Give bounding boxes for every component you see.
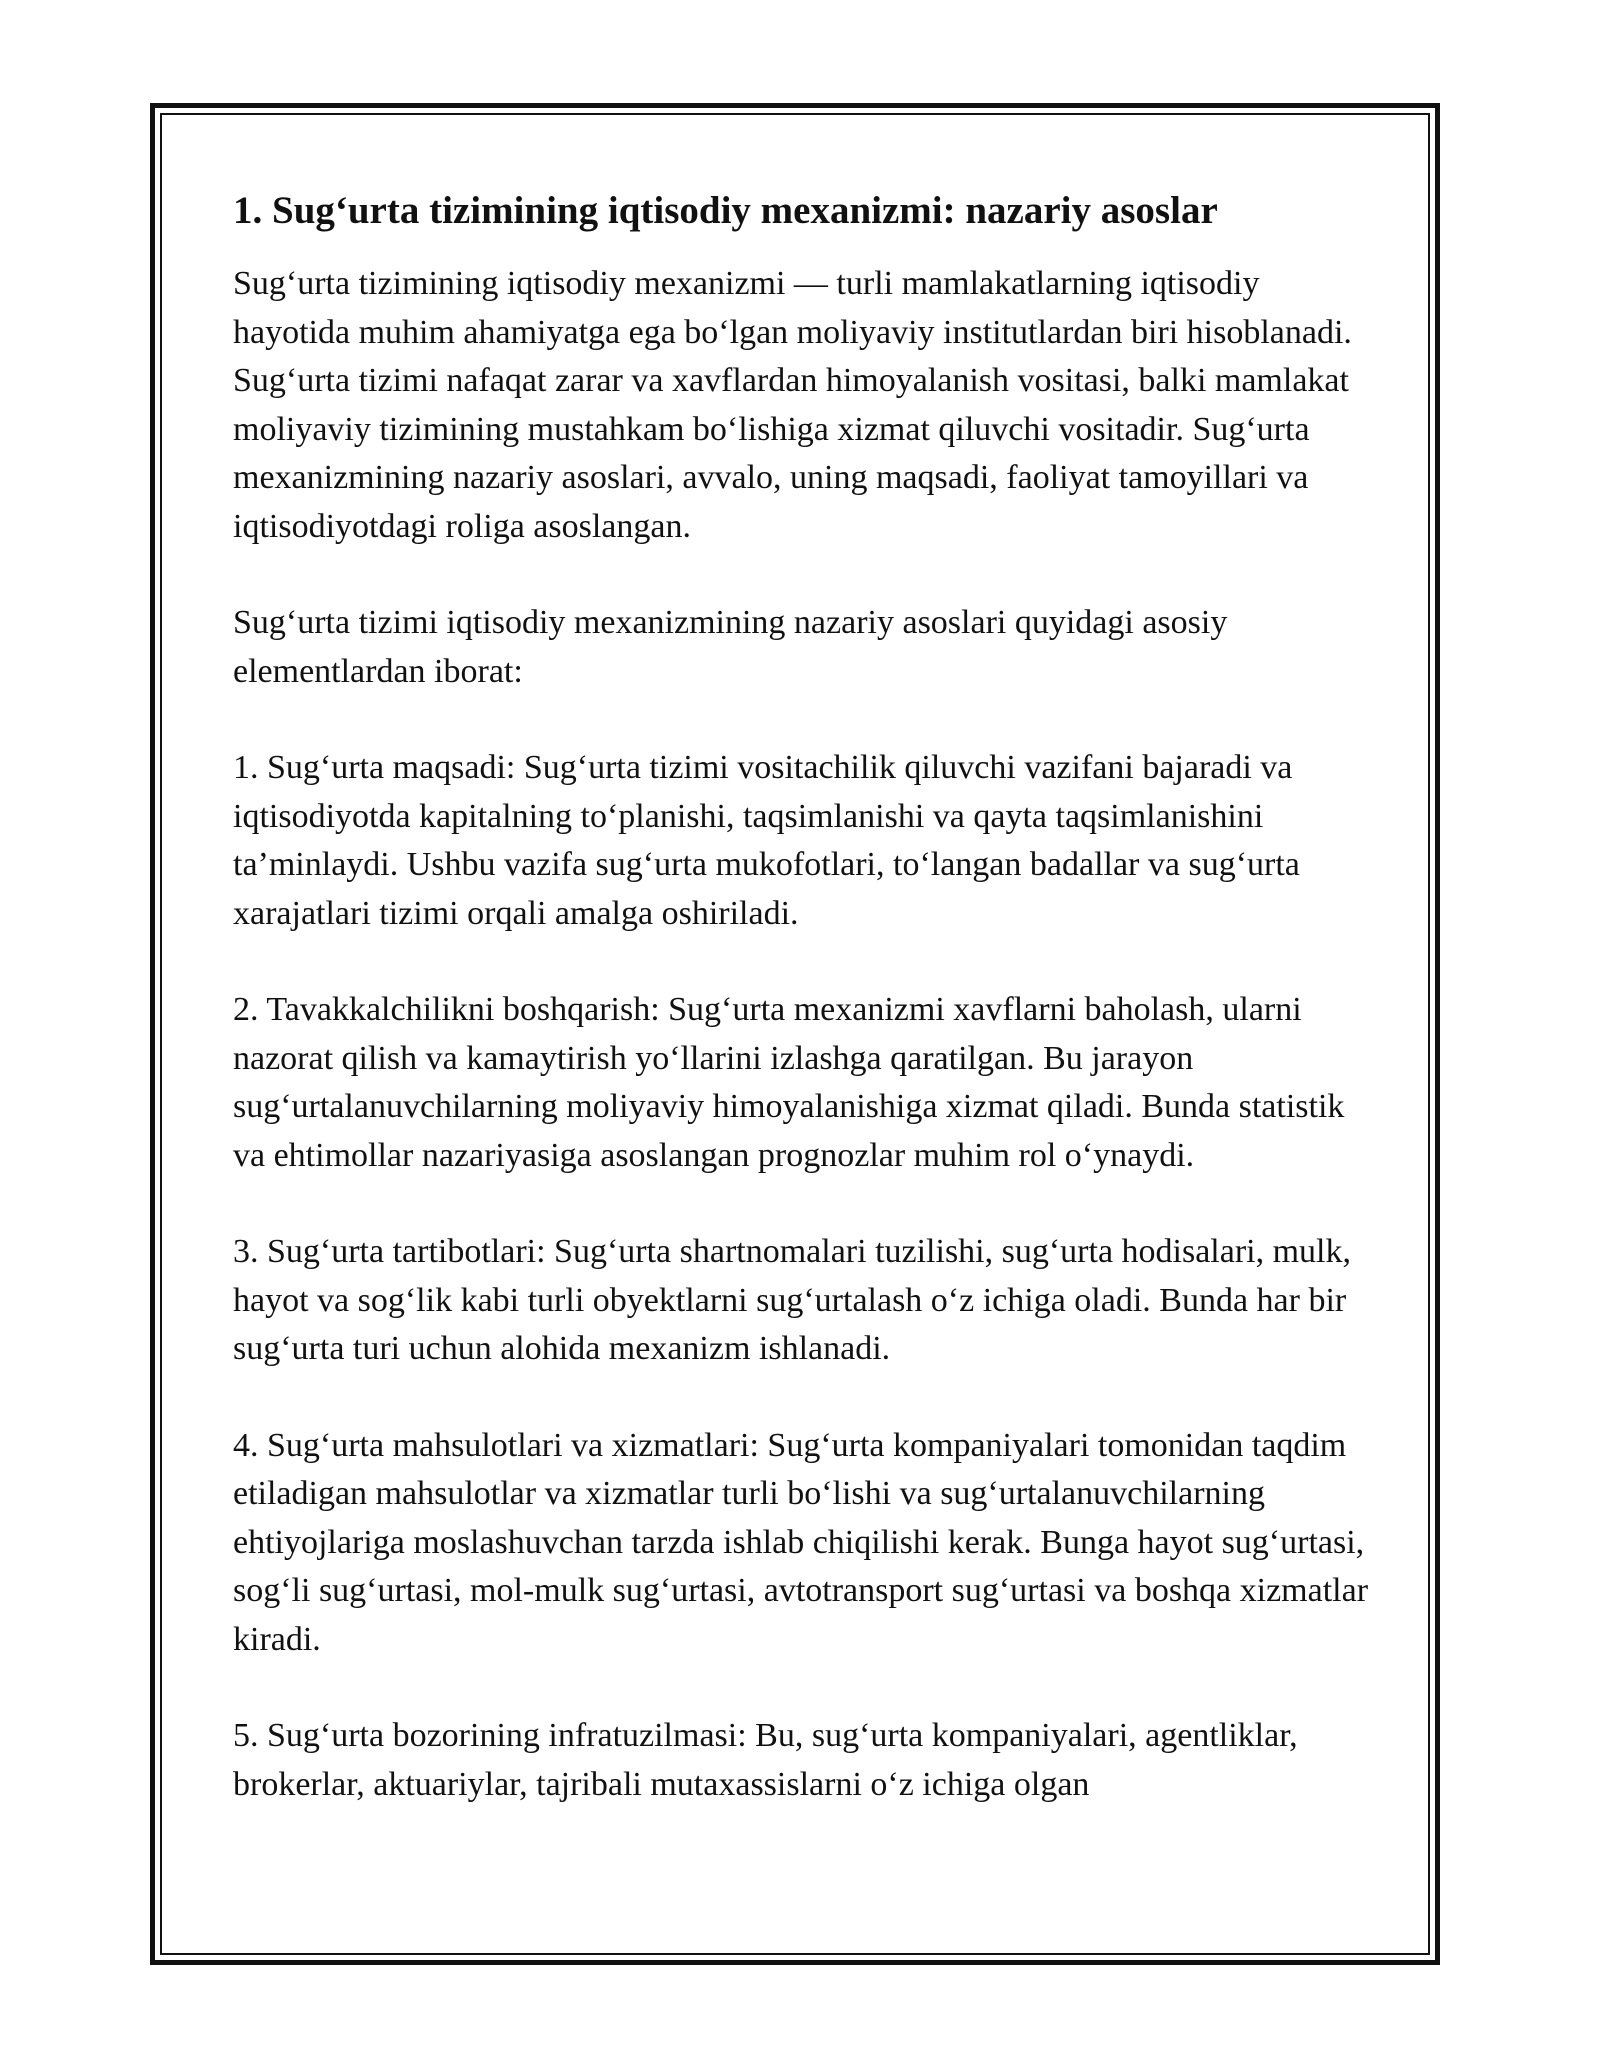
- paragraph-intro: Sug‘urta tizimining iqtisodiy mexanizmi — turli mamlakatlarning iqtisodiy hayotida muhim ahamiyatga ega bo‘lgan moliyaviy institutlardan biri hisoblanadi. Sug‘urta tizimi nafaqat zarar va xavflardan himoyalanish vositasi, balki mamlakat moliyaviy tizimining mustahkam bo‘lishiga xizmat qiluvchi vositadir. Sug‘urta mexanizmining nazariy asoslari, avvalo, uning maqsadi, faoliyat tamoyillari va iqtisodiyotdagi roliga asoslangan.: [233, 265, 1352, 545]
- section-heading: 1. Sug‘urta tizimining iqtisodiy mexanizmi: nazariy asoslar: [233, 189, 1218, 232]
- paragraph-item-4: 4. Sug‘urta mahsulotlari va xizmatlari: Sug‘urta kompaniyalari tomonidan taqdim etiladigan mahsulotlar va xizmatlar turli bo‘lishi va sug‘urtalanuvchilarning ehtiyojlariga moslashuvchan tarzda ishlab chiqilishi kerak. Bunga hayot sug‘urtasi, sog‘li sug‘urtasi, mol-mulk sug‘urtasi, avtotransport sug‘urtasi va boshqa xizmatlar kiradi.: [233, 1426, 1369, 1658]
- paragraph-item-2: 2. Tavakkalchilikni boshqarish: Sug‘urta mexanizmi xavflarni baholash, ularni nazorat qilish va kamaytirish yo‘llarini izlashga qaratilgan. Bu jarayon sug‘urtalanuvchilarning moliyaviy himoyalanishiga xizmat qiladi. Bunda statistik va ehtimollar nazariyasiga asoslangan prognozlar muhim rol o‘ynaydi.: [233, 991, 1345, 1174]
- paragraph-item-3: 3. Sug‘urta tartibotlari: Sug‘urta shartnomalari tuzilishi, sug‘urta hodisalari, mulk, hayot va sog‘lik kabi turli obyektlarni sug‘urtalash o‘z ichiga oladi. Bunda har bir sug‘urta turi uchun alohida mexanizm ishlanadi.: [233, 1233, 1351, 1367]
- paragraph-item-1: 1. Sug‘urta maqsadi: Sug‘urta tizimi vositachilik qiluvchi vazifani bajaradi va iqtisodiyotda kapitalning to‘planishi, taqsimlanishi va qayta taqsimlanishini ta’minlaydi. Ushbu vazifa sug‘urta mukofotlari, to‘langan badallar va sug‘urta xarajatlari tizimi orqali amalga oshiriladi.: [233, 749, 1300, 932]
- document-body: [233, 185, 1378, 1857]
- paragraph-elements-lead: Sug‘urta tizimi iqtisodiy mexanizmining nazariy asoslari quyidagi asosiy elementlardan iborat:: [233, 604, 1228, 690]
- paragraph-item-5: 5. Sug‘urta bozorining infratuzilmasi: Bu, sug‘urta kompaniyalari, agentliklar, brokerlar, aktuariylar, tajribali mutaxassislarni o‘z ichiga olgan: [233, 1717, 1298, 1803]
